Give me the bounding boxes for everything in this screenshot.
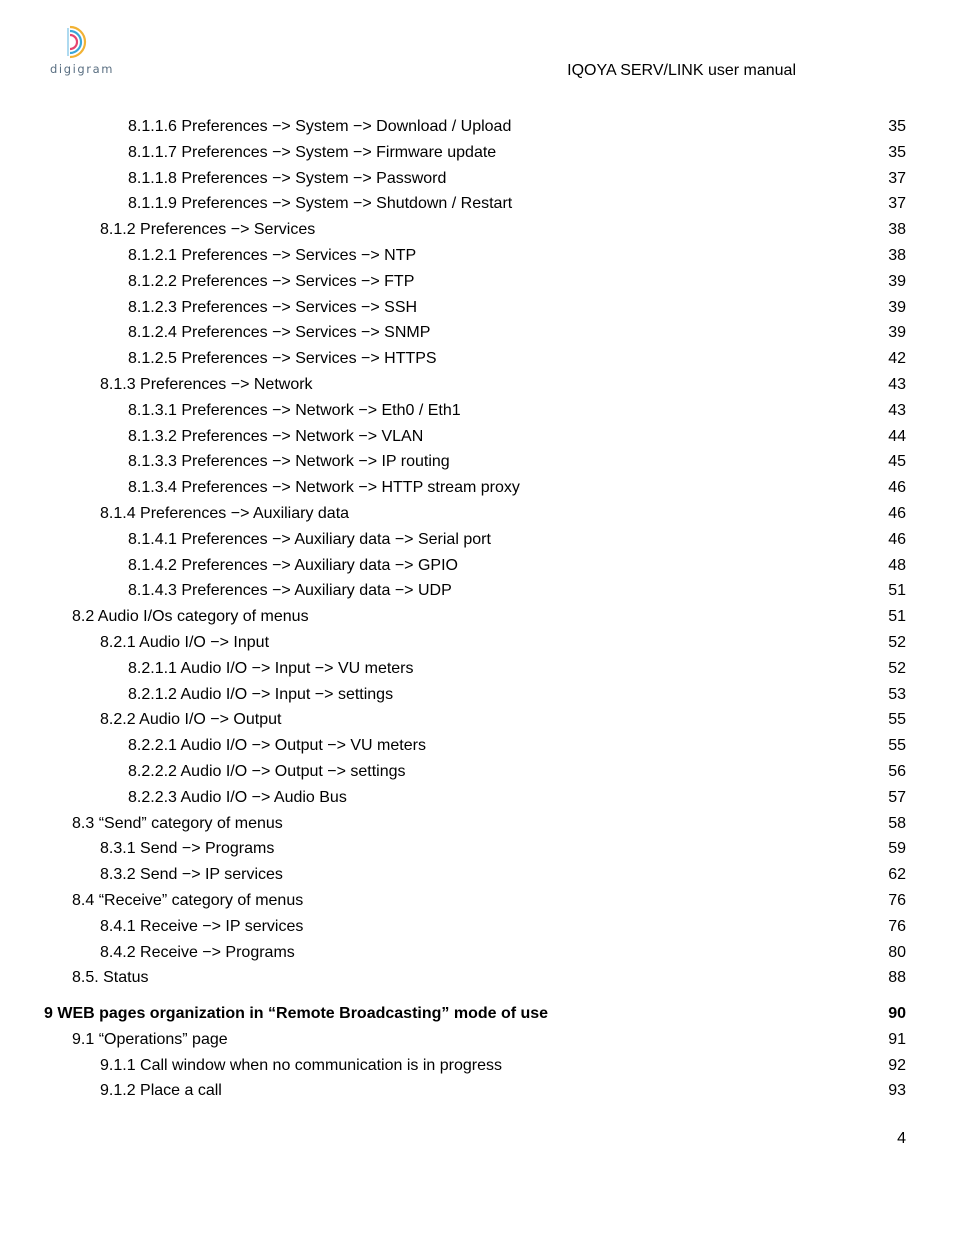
toc-entry[interactable] [0, 578, 954, 604]
toc-entry-title[interactable]: 8.1.4.2 Preferences −> Auxiliary data −> GPIO [128, 556, 458, 574]
toc-entry-title[interactable]: 8.5. Status [72, 969, 149, 987]
toc-entry[interactable] [0, 1053, 954, 1079]
toc-entry[interactable] [0, 346, 954, 372]
toc-entry[interactable] [0, 424, 954, 450]
toc-entry-page[interactable]: 48 [888, 556, 906, 574]
toc-entry[interactable] [0, 191, 954, 217]
toc-entry[interactable] [0, 1027, 954, 1053]
toc-entry-title[interactable]: 8.1.4.1 Preferences −> Auxiliary data −> Serial port [128, 530, 491, 548]
toc-entry-title[interactable]: 8.1.1.6 Preferences −> System −> Download / Upload [128, 118, 512, 135]
toc-entry[interactable] [0, 295, 954, 321]
toc-entry-page[interactable]: 46 [888, 479, 906, 497]
toc-entry-title[interactable]: 8.2.2.1 Audio I/O −> Output −> VU meters [128, 737, 426, 755]
toc-entry-page[interactable]: 80 [888, 943, 906, 961]
toc-entry-title[interactable]: 9.1.1 Call window when no communication is in progress [100, 1056, 502, 1074]
toc-entry-title[interactable]: 8.1.3 Preferences −> Network [100, 375, 313, 393]
toc-entry-page[interactable]: 37 [888, 169, 906, 187]
toc-entry[interactable] [0, 707, 954, 733]
toc-entry[interactable] [0, 475, 954, 501]
toc-entry-page[interactable]: 38 [888, 246, 906, 264]
toc-entry-page[interactable]: 90 [888, 1005, 906, 1023]
toc-entry-title[interactable]: 8.2.1 Audio I/O −> Input [100, 633, 270, 651]
toc-entry-title[interactable]: 8.1.3.3 Preferences −> Network −> IP routing [128, 453, 450, 471]
toc-entry-title[interactable]: 8.1.2.3 Preferences −> Services −> SSH [128, 298, 418, 316]
toc-entry-title[interactable]: 8.3.2 Send −> IP services [100, 866, 283, 884]
toc-entry-page[interactable]: 57 [888, 788, 906, 806]
toc-entry-title[interactable]: 8.1.2.5 Preferences −> Services −> HTTPS [128, 350, 437, 368]
document-title: IQOYA SERV/LINK user manual [567, 62, 796, 79]
toc-entry-title[interactable]: 8.1.1.9 Preferences −> System −> Shutdown / Restart [128, 195, 513, 213]
toc-entry[interactable] [0, 811, 954, 837]
toc-entry-page[interactable]: 88 [888, 969, 906, 987]
toc-entry-page[interactable]: 35 [888, 118, 906, 135]
toc-entry[interactable] [0, 449, 954, 475]
toc-entry[interactable] [0, 320, 954, 346]
toc-entry-title[interactable]: 8.2.1.2 Audio I/O −> Input −> settings [128, 685, 394, 703]
toc-entry[interactable] [0, 940, 954, 966]
toc-entry-page[interactable]: 92 [888, 1056, 906, 1074]
toc-entry[interactable] [0, 862, 954, 888]
digigram-logo [50, 24, 115, 80]
toc-entry-page[interactable]: 51 [888, 608, 906, 626]
toc-entry[interactable] [0, 759, 954, 785]
toc-entry[interactable] [0, 604, 954, 630]
toc-entry-title[interactable]: 8.1.1.8 Preferences −> System −> Password [128, 169, 447, 187]
toc-entry-title[interactable]: 8.3 “Send” category of menus [72, 814, 283, 832]
toc-entry[interactable] [0, 733, 954, 759]
toc-entry-page[interactable]: 53 [888, 685, 906, 703]
toc-entry-page[interactable]: 43 [888, 401, 906, 419]
toc-entry[interactable] [0, 785, 954, 811]
toc-entry-title[interactable]: 8.2.2.3 Audio I/O −> Audio Bus [128, 788, 347, 806]
toc-entry[interactable] [0, 269, 954, 295]
toc-entry-title[interactable]: 8.1.4 Preferences −> Auxiliary data [100, 504, 350, 522]
toc-entry-page[interactable]: 39 [888, 272, 906, 290]
toc-entry-title[interactable]: 9.1 “Operations” page [72, 1030, 228, 1048]
toc-entry-page[interactable]: 37 [888, 195, 906, 213]
toc-entry[interactable] [0, 217, 954, 243]
toc-entry-page[interactable]: 42 [888, 350, 906, 368]
toc-entry[interactable] [0, 398, 954, 424]
logo-text: digigram [50, 62, 115, 76]
toc-entry-page[interactable]: 55 [888, 711, 906, 729]
logo-rings-icon [64, 24, 98, 60]
toc-entry[interactable] [0, 114, 954, 140]
toc-entry-title[interactable]: 8.4.1 Receive −> IP services [100, 917, 304, 935]
toc-entry-page[interactable]: 55 [888, 737, 906, 755]
toc-entry-title[interactable]: 8.1.2.1 Preferences −> Services −> NTP [128, 246, 417, 264]
toc-entry[interactable] [0, 553, 954, 579]
toc-entry-page[interactable]: 91 [888, 1030, 906, 1048]
toc-entry-page[interactable]: 76 [888, 917, 906, 935]
page-number: 4 [897, 1130, 906, 1147]
toc-entry-page[interactable]: 39 [888, 298, 906, 316]
toc-entry-title[interactable]: 9 WEB pages organization in “Remote Broadcasting” mode of use [44, 1005, 549, 1023]
toc-entry-page[interactable]: 52 [888, 633, 906, 651]
toc-entry[interactable] [0, 630, 954, 656]
toc-entry-title[interactable]: 8.1.2.4 Preferences −> Services −> SNMP [128, 324, 431, 342]
toc-entry-page[interactable]: 51 [888, 582, 906, 600]
toc-entry-page[interactable]: 44 [888, 427, 906, 445]
toc-entry[interactable] [0, 140, 954, 166]
toc-entry-page[interactable]: 56 [888, 762, 906, 780]
toc-entry-title[interactable]: 8.1.3.4 Preferences −> Network −> HTTP stream proxy [128, 479, 520, 497]
toc-entry[interactable] [0, 836, 954, 862]
toc-entry-title[interactable]: 8.3.1 Send −> Programs [100, 840, 275, 858]
toc-entry-title[interactable]: 8.1.2 Preferences −> Services [100, 221, 316, 239]
toc-entry[interactable] [0, 682, 954, 708]
toc-entry-title[interactable]: 8.4 “Receive” category of menus [72, 891, 304, 909]
toc-entry-page[interactable]: 58 [888, 814, 906, 832]
toc-entry[interactable] [0, 501, 954, 527]
toc-entry-page[interactable]: 52 [888, 659, 906, 677]
toc-entry[interactable] [0, 656, 954, 682]
toc-entry-page[interactable]: 46 [888, 530, 906, 548]
toc-entry-title[interactable]: 8.2 Audio I/Os category of menus [72, 608, 309, 626]
toc-entry[interactable] [0, 527, 954, 553]
toc-entry-title[interactable]: 8.1.3.2 Preferences −> Network −> VLAN [128, 427, 424, 445]
table-of-contents [0, 114, 954, 1104]
toc-entry-page[interactable]: 76 [888, 891, 906, 909]
toc-entry-page[interactable]: 93 [888, 1082, 906, 1100]
toc-entry-page[interactable]: 46 [888, 504, 906, 522]
toc-entry[interactable] [0, 1078, 954, 1104]
toc-entry[interactable] [0, 965, 954, 991]
toc-entry-title[interactable]: 8.1.3.1 Preferences −> Network −> Eth0 / Eth1 [128, 401, 461, 419]
toc-entry[interactable] [0, 372, 954, 398]
toc-entry[interactable] [0, 1001, 954, 1027]
toc-entry-page[interactable]: 39 [888, 324, 906, 342]
toc-entry-title[interactable]: 8.1.4.3 Preferences −> Auxiliary data −> UDP [128, 582, 452, 600]
toc-entry[interactable] [0, 243, 954, 269]
toc-entry[interactable] [0, 888, 954, 914]
toc-entry-title[interactable]: 8.4.2 Receive −> Programs [100, 943, 295, 961]
toc-entry-title[interactable]: 8.1.2.2 Preferences −> Services −> FTP [128, 272, 415, 290]
toc-entry-page[interactable]: 59 [888, 840, 906, 858]
toc-entry-title[interactable]: 9.1.2 Place a call [100, 1082, 222, 1100]
toc-entry[interactable] [0, 914, 954, 940]
toc-entry-title[interactable]: 8.2.1.1 Audio I/O −> Input −> VU meters [128, 659, 414, 677]
toc-entry-title[interactable]: 8.2.2 Audio I/O −> Output [100, 711, 282, 729]
toc-entry[interactable] [0, 166, 954, 192]
toc-entry-page[interactable]: 43 [888, 375, 906, 393]
toc-entry-page[interactable]: 62 [888, 866, 906, 884]
toc-entry-title[interactable]: 8.2.2.2 Audio I/O −> Output −> settings [128, 762, 406, 780]
toc-entry-page[interactable]: 35 [888, 143, 906, 161]
toc-entry-page[interactable]: 38 [888, 221, 906, 239]
toc-entry-title[interactable]: 8.1.1.7 Preferences −> System −> Firmware update [128, 143, 497, 161]
toc-entry-page[interactable]: 45 [888, 453, 906, 471]
